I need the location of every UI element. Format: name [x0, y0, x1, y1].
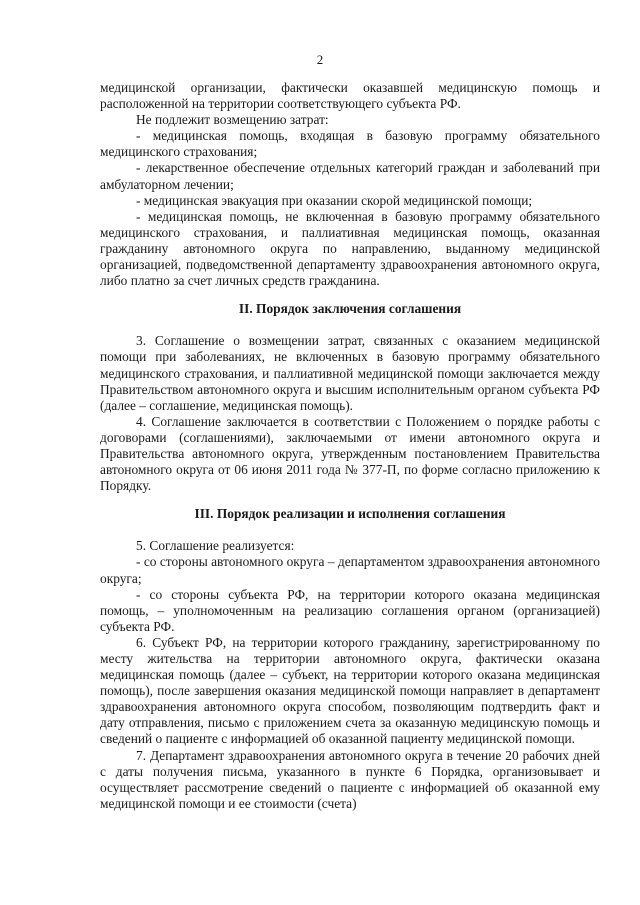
- document-body: [100, 80, 600, 812]
- paragraph: 4. Соглашение заключается в соответствии с Положением о порядке работы с договорами (соглашениями), заключаемыми от имени автономного округа и Правительства автономного округа, утвержденным постановлением Правительства автономного округа от 06 июня 2011 года № 377-П, по форме согласно приложению к Порядку.: [100, 413, 600, 494]
- section-heading: II. Порядок заключения соглашения: [238, 301, 462, 317]
- paragraph: 5. Соглашение реализуется:: [136, 538, 295, 554]
- paragraph: 6. Субъект РФ, на территории которого гражданину, зарегистрированному по месту жительства на территории автономного округа, фактически оказана медицинская помощь (далее – субъект, на территории которого оказана медицинская помощь), после завершения оказания медицинской помощи направляет в департамент здравоохранения автономного округа способом, позволяющим подтвердить факт и дату отправления, письмо с приложением счета за оказанную медицинскую помощь и сведений о пациенте с информацией об оказанной пациенту медицинской помощи.: [100, 634, 600, 747]
- list-item: - со стороны автономного округа – департаментом здравоохранения автономного округа;: [100, 554, 600, 586]
- list-item: - лекарственное обеспечение отдельных категорий граждан и заболеваний при амбулаторном лечении;: [100, 160, 600, 192]
- paragraph: 3. Соглашение о возмещении затрат, связанных с оказанием медицинской помощи при заболеваниях, не включенных в базовую программу обязательного медицинского страхования, и паллиативной медицинской помощи заключается между Правительством автономного округа и высшим исполнительным органом субъекта РФ (далее – соглашение, медицинская помощь).: [100, 333, 600, 413]
- paragraph: Не подлежит возмещению затрат:: [136, 112, 329, 128]
- list-item: - со стороны субъекта РФ, на территории которого оказана медицинская помощь, – уполномоченным на реализацию соглашения органом (организацией) субъекта РФ.: [100, 586, 600, 634]
- list-item: - медицинская эвакуация при оказании скорой медицинской помощи;: [136, 192, 533, 208]
- paragraph-continuation: медицинской организации, фактически оказавшей медицинскую помощь и расположенной на территории соответствующего субъекта РФ.: [100, 80, 600, 112]
- list-item: - медицинская помощь, не включенная в базовую программу обязательного медицинского страхования, и паллиативная медицинская помощь, оказанная гражданину автономного округа по направлению, выданному медицинской организацией, подведомственной департаменту здравоохранения автономного округа, либо платно за счет личных средств гражданина.: [100, 208, 600, 289]
- paragraph: 7. Департамент здравоохранения автономного округа в течение 20 рабочих дней с даты получения письма, указанного в пункте 6 Порядка, организовывает и осуществляет рассмотрение сведений о пациенте с информацией об оказанной ему медицинской помощи и ее стоимости (счета): [100, 747, 600, 811]
- list-item: - медицинская помощь, входящая в базовую программу обязательного медицинского страхования;: [100, 128, 600, 160]
- section-heading: III. Порядок реализации и исполнения соглашения: [194, 506, 506, 522]
- page-number: 2: [316, 52, 324, 67]
